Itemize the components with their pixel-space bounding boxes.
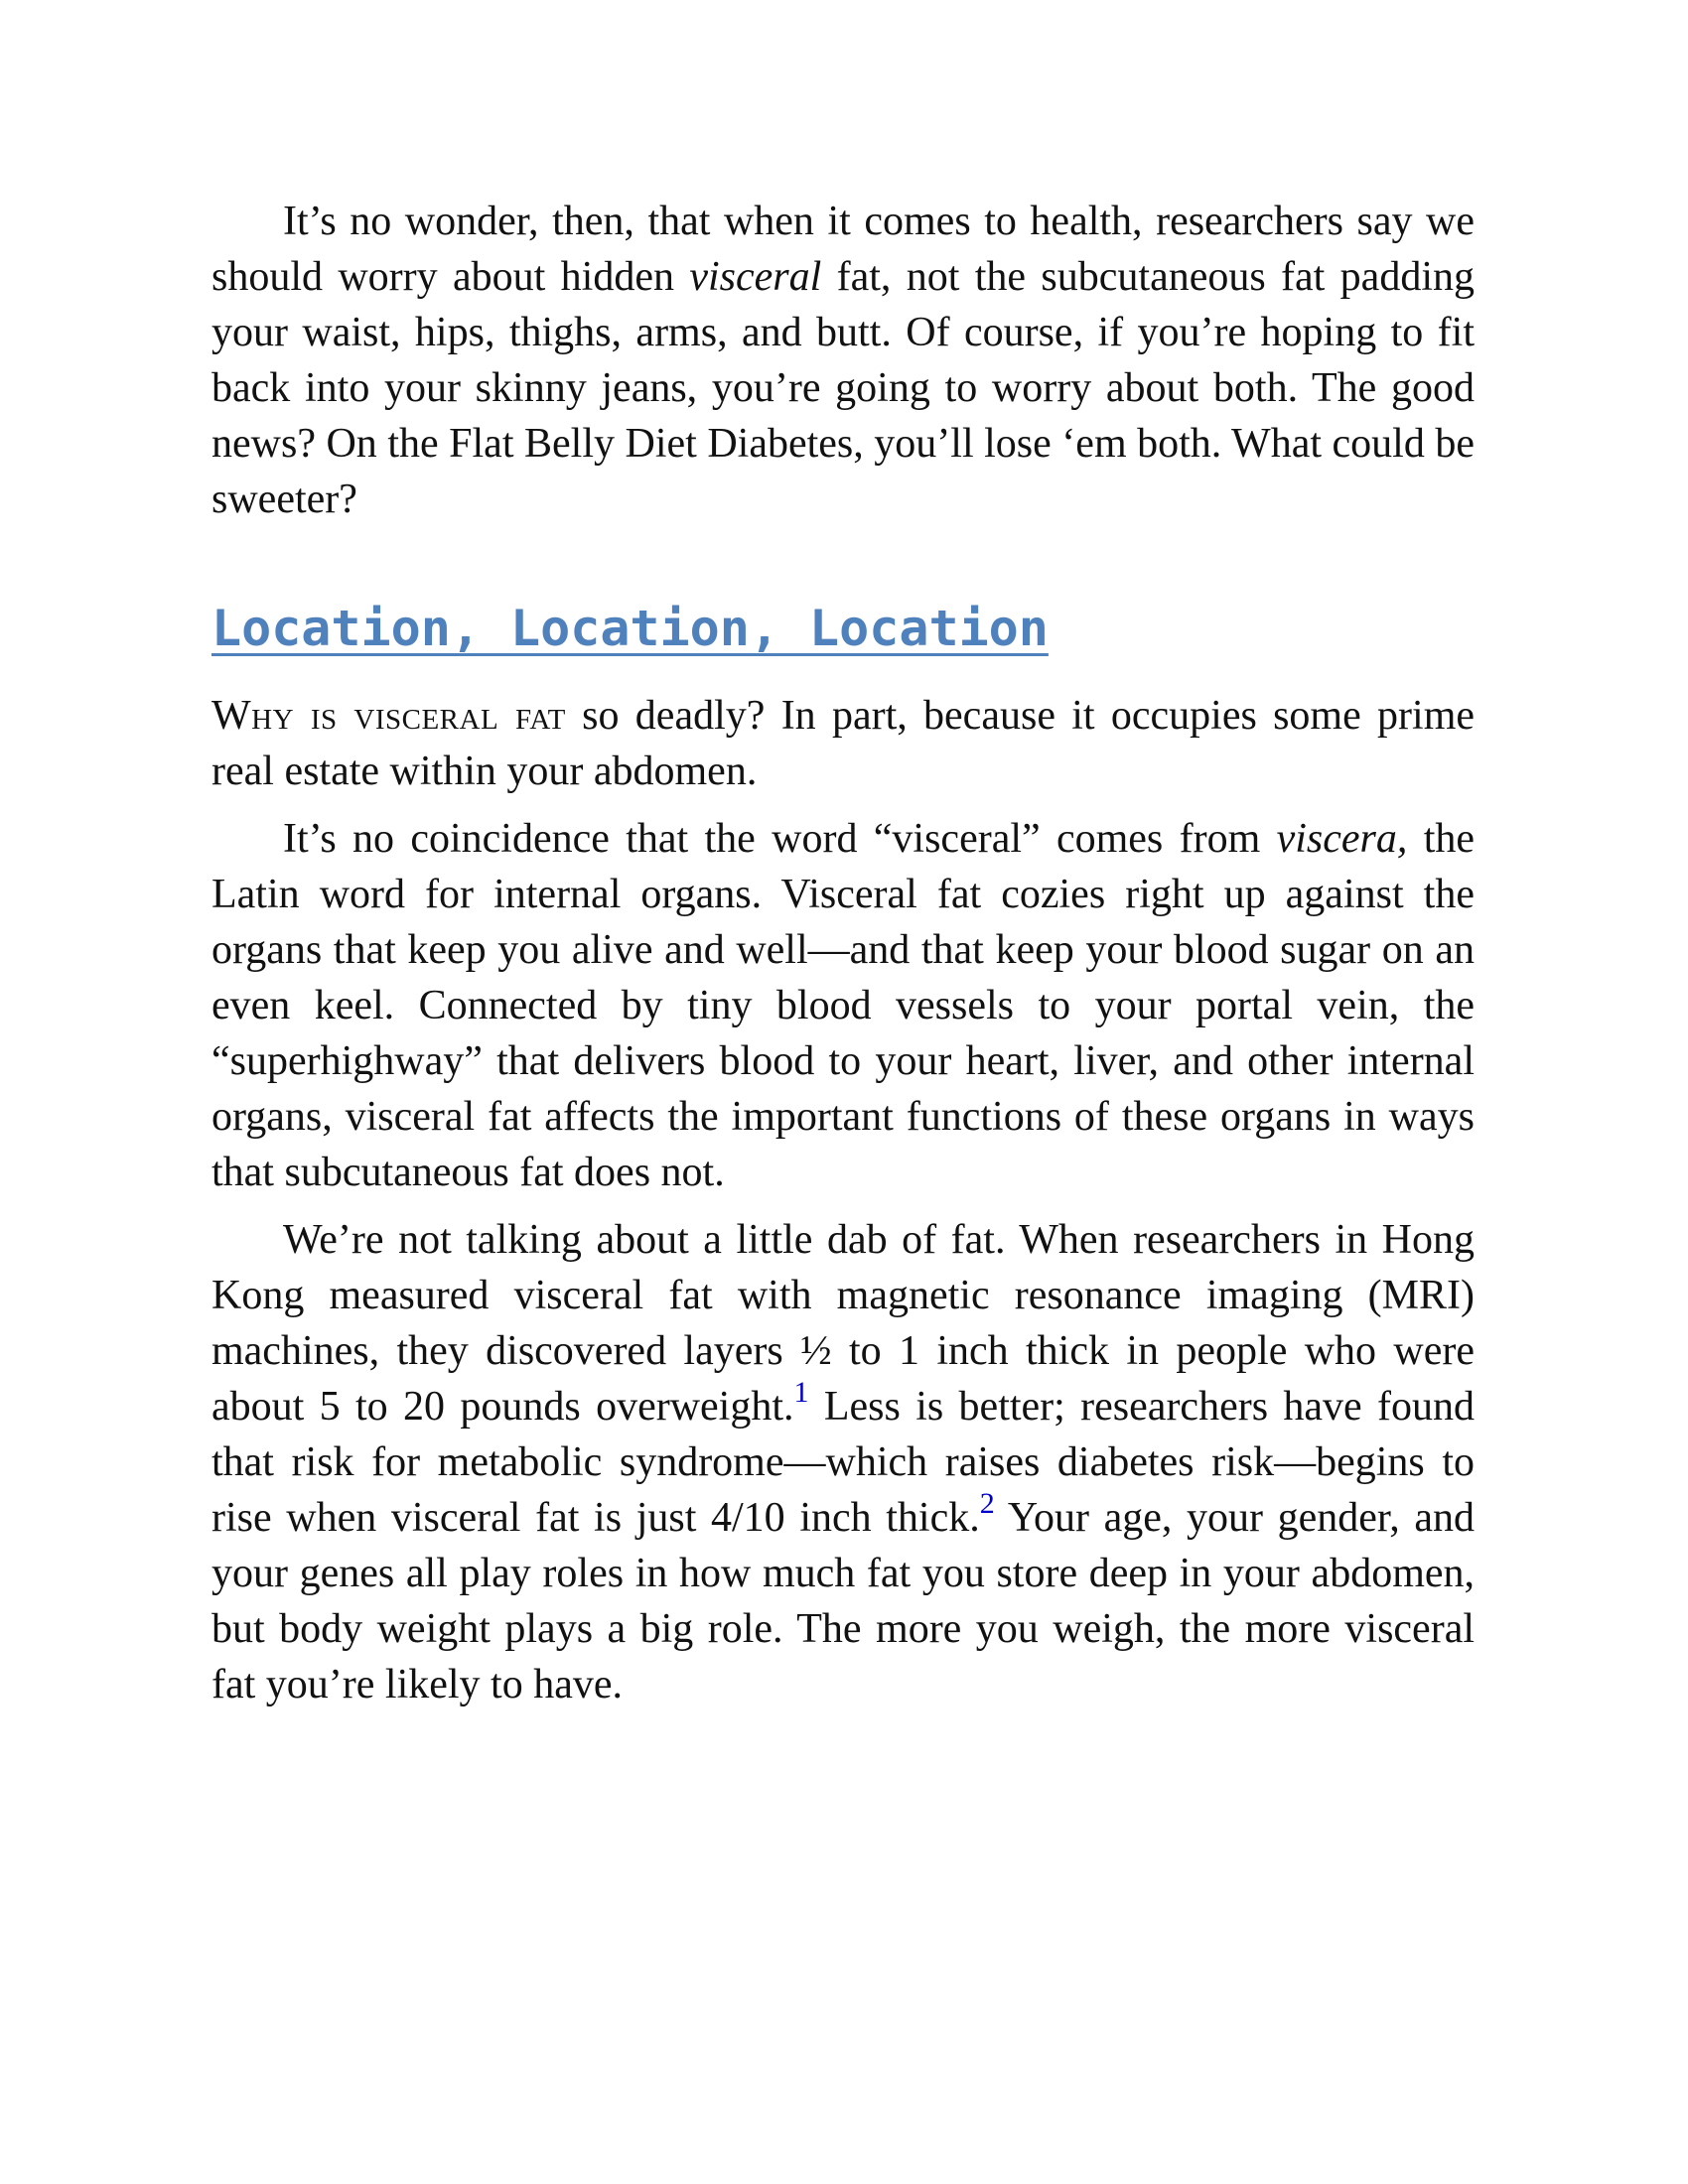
emphasis-visceral: visceral: [689, 254, 822, 300]
paragraph-measurement-text-c: Your age, your gender, and your genes all play roles in how much fat you store deep in your abdomen, but body weight plays a big role. The more you weigh, the more visceral fat you’re likely to have.: [211, 1495, 1475, 1707]
emphasis-viscera: viscera,: [1276, 816, 1408, 862]
paragraph-measurement-text-b: Less is better; researchers have found that risk for metabolic syndrome—which raises diabetes risk—begins to rise when visceral fat is just 4/10 inch thick.: [211, 1384, 1476, 1541]
paragraph-intro-text-a: It’s no wonder, then, that when it comes to health, researchers say we should worry about hidden: [211, 199, 1475, 300]
document-page: [211, 194, 1475, 1712]
paragraph-viscera: [211, 811, 1475, 1200]
paragraph-viscera-text-b: the Latin word for internal organs. Visceral fat cozies right up against the organs that keep you alive and well—and that keep your blood sugar on an even keel. Connected by tiny blood vessels to your portal vein, the “superhighway” that delivers blood to your heart, liver, and other internal organs, visceral fat affects the important functions of these organs in ways that subcutaneous fat does not.: [211, 816, 1476, 1195]
paragraph-measurement-text-a: We’re not talking about a little dab of fat. When researchers in Hong Kong measured visceral fat with magnetic resonance imaging (MRI) machines, they discovered layers ½ to 1 inch thick in people who were about 5 to 20 pounds overweight.: [211, 1217, 1475, 1430]
footnote-ref-2[interactable]: 2: [979, 1487, 995, 1520]
section-heading[interactable]: Location, Location, Location: [211, 600, 1049, 657]
paragraph-intro-text-b: fat, not the subcutaneous fat padding your waist, hips, thighs, arms, and butt. Of course, if you’re hoping to fit back into your skinny jeans, you’re going to worry about both. The good news? On the Flat Belly Diet Diabetes, you’ll lose ‘em both. What could be sweeter?: [211, 254, 1475, 522]
paragraph-why-text: so deadly? In part, because it occupies some prime real estate within your abdomen.: [211, 693, 1475, 794]
paragraph-measurement: [211, 1212, 1475, 1712]
paragraph-intro: [211, 194, 1475, 527]
paragraph-viscera-text-a: It’s no coincidence that the word “visceral” comes from: [283, 816, 1277, 862]
paragraph-why: [211, 688, 1475, 799]
footnote-ref-1[interactable]: 1: [793, 1376, 809, 1409]
paragraph-why-lead: Why is visceral fat: [211, 693, 566, 739]
